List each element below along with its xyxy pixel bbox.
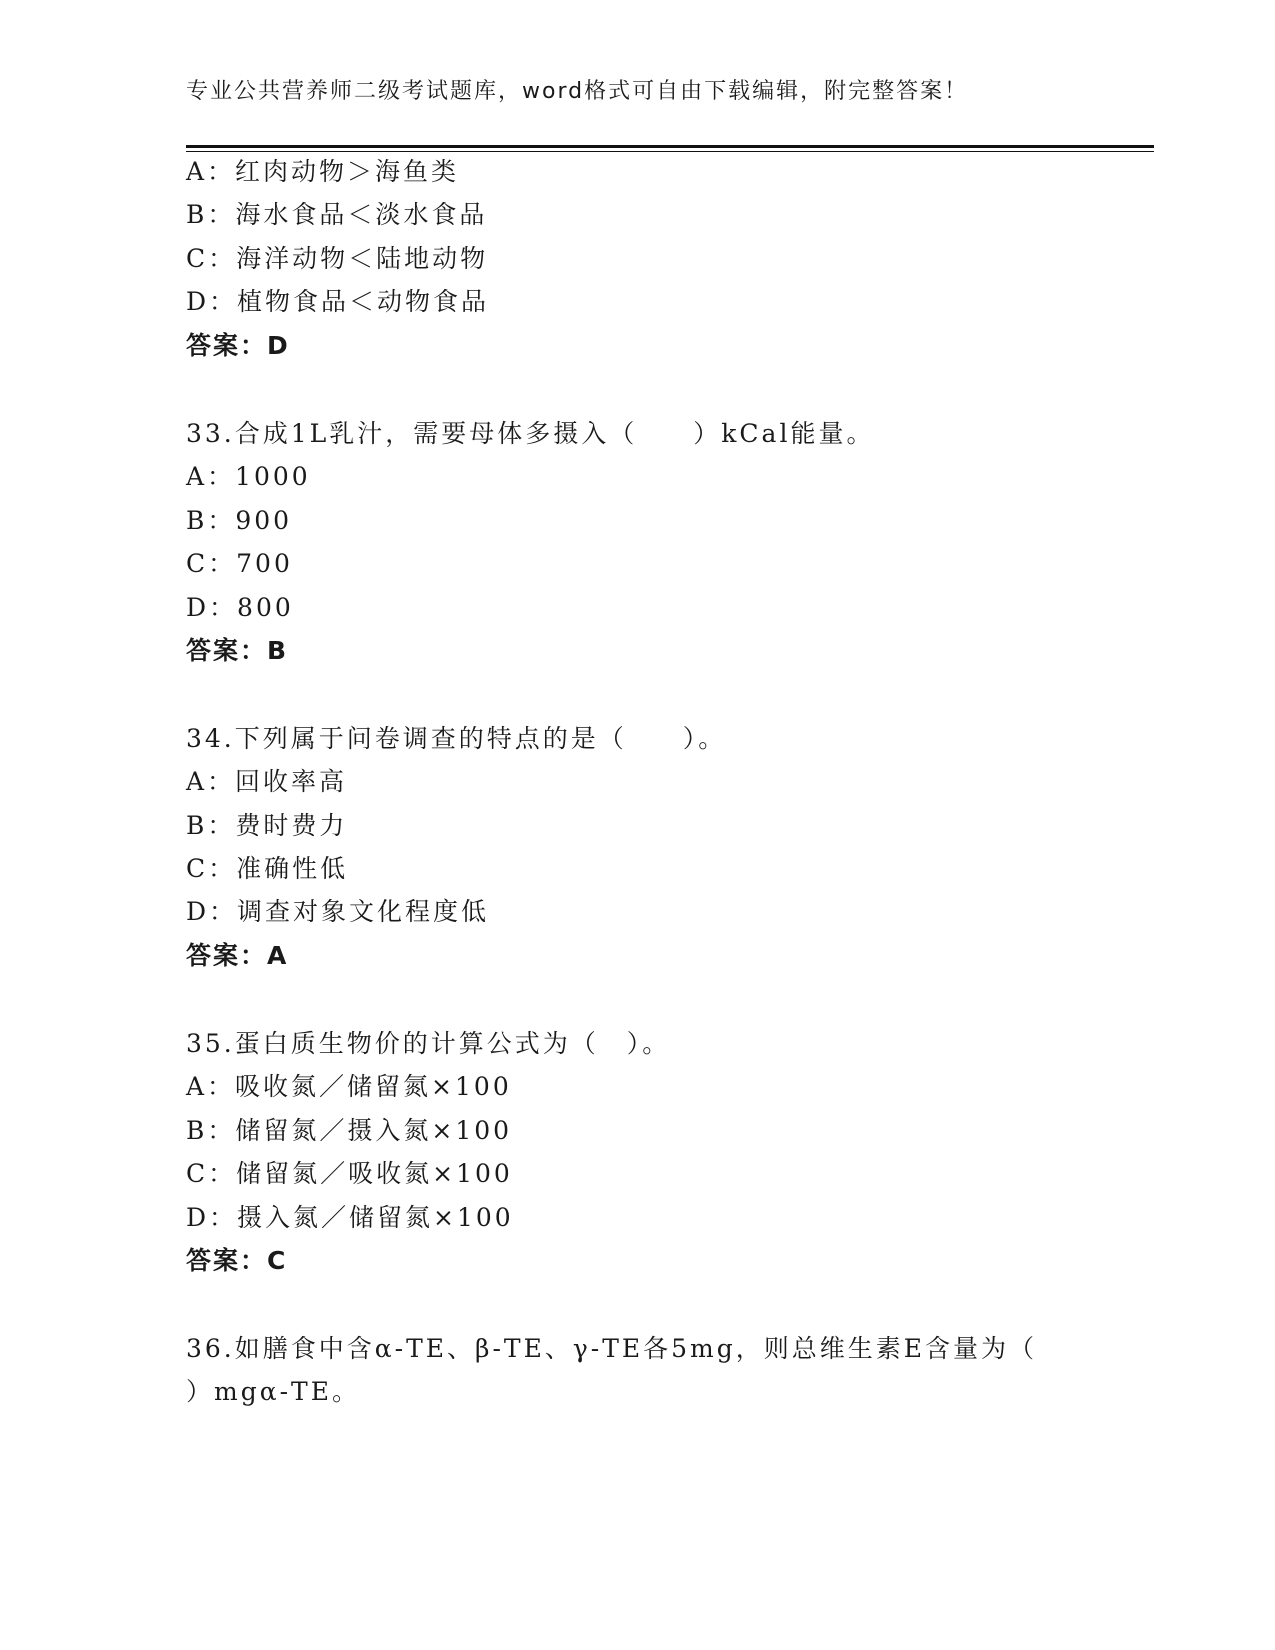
option-b: B：海水食品＜淡水食品 <box>186 200 488 229</box>
question-stem: 34.下列属于问卷调查的特点的是（ ）。 <box>186 724 727 753</box>
option-c: C：储留氮／吸收氮×100 <box>186 1159 513 1188</box>
option-a: A：红肉动物＞海鱼类 <box>186 157 460 186</box>
option-d: D：摄入氮／储留氮×100 <box>186 1203 514 1232</box>
option-c: C：准确性低 <box>186 854 349 883</box>
option-c: C：700 <box>186 549 293 578</box>
question-stem: 36.如膳食中含α-TE、β-TE、γ-TE各5mg，则总维生素E含量为（ <box>186 1334 1038 1363</box>
question-stem: 35.蛋白质生物价的计算公式为（ ）。 <box>186 1029 671 1058</box>
answer-label: 答案：D <box>186 331 290 360</box>
header-divider-thick <box>186 145 1154 148</box>
option-b: B：900 <box>186 506 293 535</box>
option-a: A：吸收氮／储留氮×100 <box>186 1072 512 1101</box>
answer-label: 答案：C <box>186 1246 288 1275</box>
option-d: D：调查对象文化程度低 <box>186 897 490 926</box>
answer-label: 答案：B <box>186 636 289 665</box>
option-d: D：植物食品＜动物食品 <box>186 287 490 316</box>
page-header: 专业公共营养师二级考试题库，word格式可自由下载编辑，附完整答案！ <box>186 79 969 104</box>
option-b: B：费时费力 <box>186 811 348 840</box>
option-a: A：回收率高 <box>186 767 348 796</box>
question-stem-continued: ）mgα-TE。 <box>186 1377 360 1406</box>
option-a: A：1000 <box>186 462 311 491</box>
header-divider-thin <box>186 151 1154 152</box>
option-d: D：800 <box>186 593 294 622</box>
option-b: B：储留氮／摄入氮×100 <box>186 1116 513 1145</box>
option-c: C：海洋动物＜陆地动物 <box>186 244 489 273</box>
answer-label: 答案：A <box>186 941 289 970</box>
question-stem: 33.合成1L乳汁，需要母体多摄入（ ）kCal能量。 <box>186 419 875 448</box>
